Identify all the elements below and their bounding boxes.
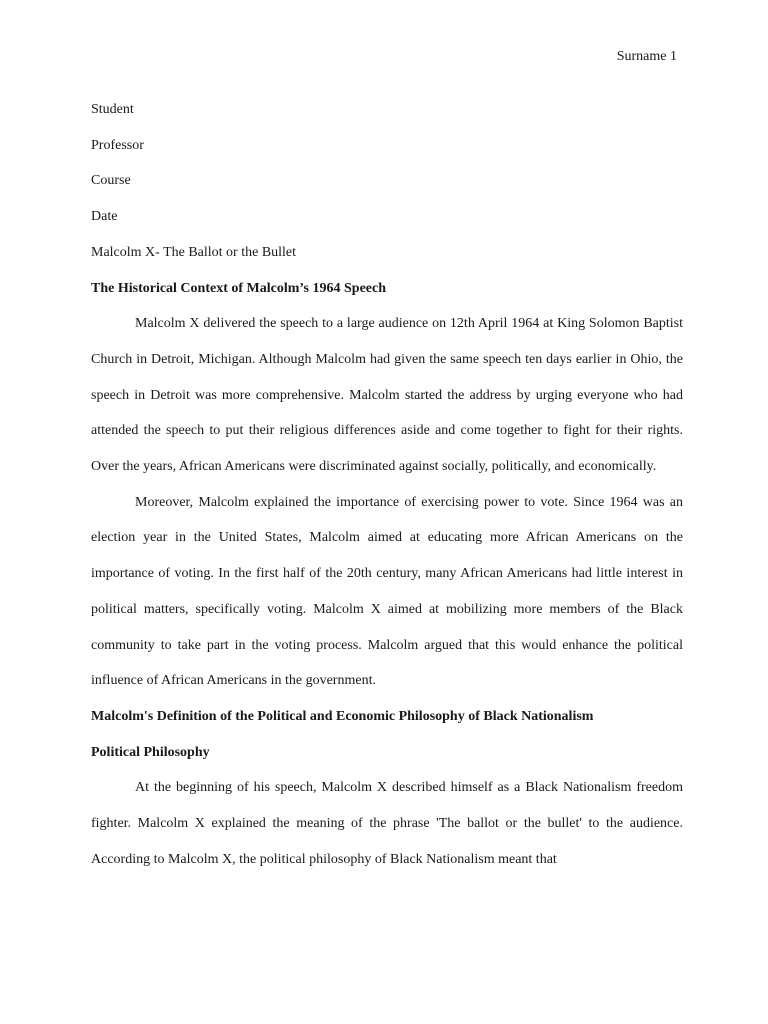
section-heading-definition: Malcolm's Definition of the Political and Economic Philosophy of Black Nationalism xyxy=(91,708,594,724)
running-head: Surname 1 xyxy=(616,49,677,64)
document-body xyxy=(91,92,683,877)
student-name: Student xyxy=(91,102,134,117)
professor-name: Professor xyxy=(91,137,144,153)
paragraph-1: Malcolm X delivered the speech to a large audience on 12th April 1964 at King Solomon Baptist Church in Detroit, Michigan. Although Malcolm had given the same speech ten days earlier in Ohio, the speech in Detroit was more comprehensive. Malcolm started the address by urging everyone who had attended the speech to put their religious differences aside and come together to fight for their rights. Over the years, African Americans were discriminated against socially, politically, and economically. xyxy=(91,316,683,475)
section-heading-historical-context: The Historical Context of Malcolm’s 1964 Speech xyxy=(91,280,386,296)
course-name: Course xyxy=(91,173,131,189)
subheading-political-philosophy: Political Philosophy xyxy=(91,744,210,760)
paragraph-3: At the beginning of his speech, Malcolm X described himself as a Black Nationalism freedom fighter. Malcolm X explained the meaning of the phrase 'The ballot or the bullet' to the audience. According to Malcolm X, the political philosophy of Black Nationalism meant that xyxy=(91,780,683,867)
paragraph-2: Moreover, Malcolm explained the importance of exercising power to vote. Since 1964 was an election year in the United States, Malcolm aimed at educating more African Americans on the importance of voting. In the first half of the 20th century, many African Americans had little interest in political matters, specifically voting. Malcolm X aimed at mobilizing more members of the Black community to take part in the voting process. Malcolm argued that this would enhance the political influence of African Americans in the government. xyxy=(91,494,683,689)
paper-title: Malcolm X- The Ballot or the Bullet xyxy=(91,244,297,260)
date: Date xyxy=(91,209,118,225)
